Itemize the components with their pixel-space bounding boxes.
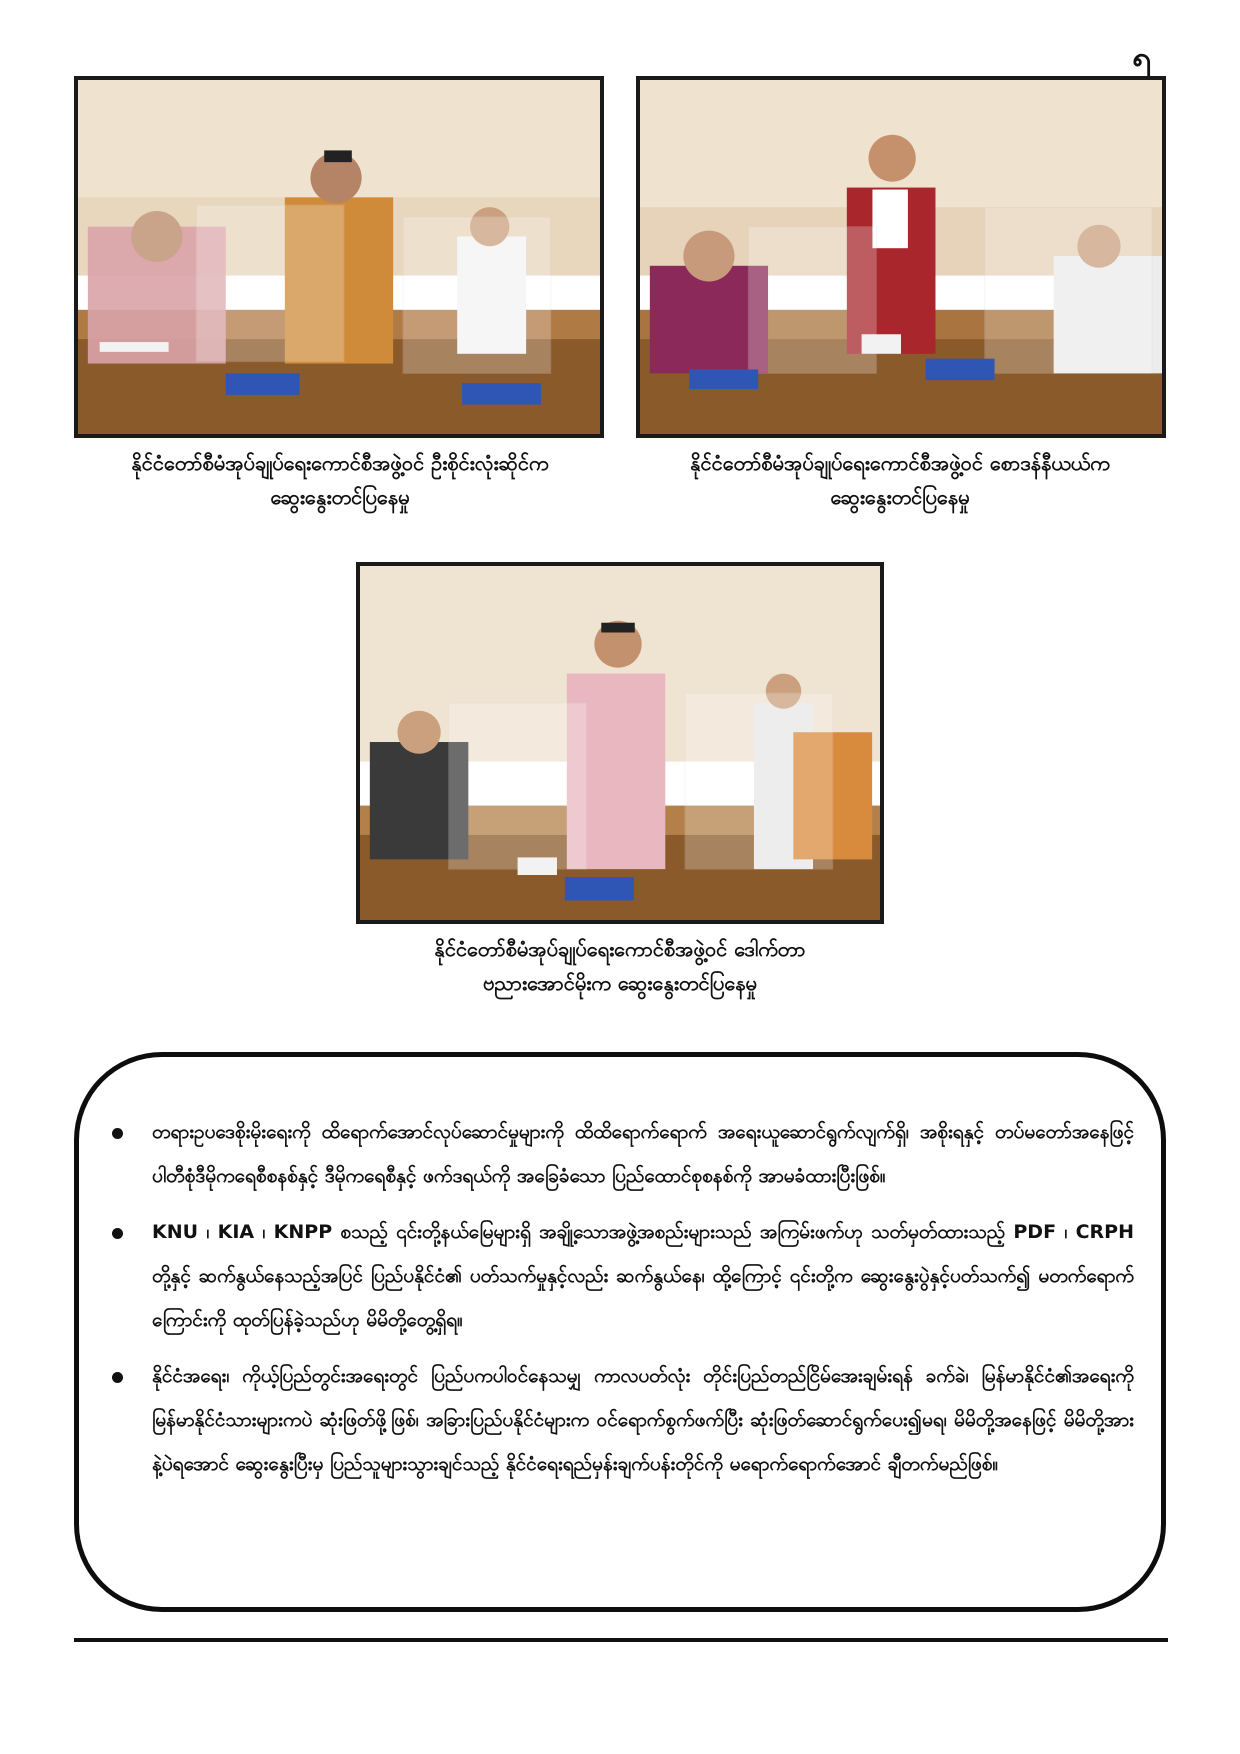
photo-2-caption-line-2: ဆွေးနွေးတင်ပြနေမှု [830,485,970,509]
photo-2-caption-line-1: နိုင်ငံတော်စီမံအုပ်ချုပ်ရေးကောင်စီအဖွဲ့ဝင် စောဒန်နီယယ်က [690,451,1110,475]
summary-bullet-3 [104,1354,1134,1486]
photo-1-caption [60,446,620,514]
photo-1-caption-line-1: နိုင်ငံတော်စီမံအုပ်ချုပ်ရေးကောင်စီအဖွဲ့ဝင် ဦးစိုင်းလုံးဆိုင်က [131,451,549,475]
photo-2-caption [620,446,1180,514]
bullet-dot-icon [112,1128,123,1139]
bullet-dot-icon [112,1228,123,1239]
meeting-photo-1 [74,76,604,438]
page-number: ၅ [1132,39,1152,79]
meeting-photo-2 [636,76,1166,438]
summary-bullet-2-text: KNU ၊ KIA ၊ KNPP စသည့် ၎င်းတို့နယ်မြေများရှိ အချို့သောအဖွဲ့အစည်းများသည် အကြမ်းဖက်ဟု သတ်မှတ်ထားသည့် PDF ၊ CRPH တို့နှင့် ဆက်နွယ်နေသည့်အပြင် ပြည်ပနိုင်ငံ၏ ပတ်သက်မှုနှင့်လည်း ဆက်နွယ်နေ၊ ထို့ကြောင့် ၎င်းတို့က ဆွေးနွေးပွဲနှင့်ပတ်သက်၍ မတက်ရောက်ကြောင်းကို ထုတ်ပြန်ခဲ့သည်ဟု မိမိတို့တွေ့ရှိရ။ [152,1221,1134,1331]
meeting-photo-3 [356,562,884,924]
photo-3-caption-line-1: နိုင်ငံတော်စီမံအုပ်ချုပ်ရေးကောင်စီအဖွဲ့ဝင် ဒေါက်တာ [434,937,806,961]
summary-bullet-list [104,1110,1134,1498]
summary-bullet-2 [104,1210,1134,1342]
photo-3-caption [330,932,910,1000]
photo-1-caption-line-2: ဆွေးနွေးတင်ပြနေမှု [270,485,410,509]
summary-bullet-3-text: နိုင်ငံအရေး၊ ကိုယ့်ပြည်တွင်းအရေးတွင် ပြည်ပကပါဝင်နေသမျှ ကာလပတ်လုံး တိုင်းပြည်တည်ငြိမ်အေးချမ်းရန် ခက်ခဲ၊ မြန်မာနိုင်ငံ၏အရေးကို မြန်မာနိုင်ငံသားများကပဲ ဆုံးဖြတ်ဖို့ဖြစ်၊ အခြားပြည်ပနိုင်ငံများက ဝင်ရောက်စွက်ဖက်ပြီး ဆုံးဖြတ်ဆောင်ရွက်ပေး၍မရ၊ မိမိတို့အနေဖြင့် မိမိတို့အားနဲ့ပဲရအောင် ဆွေးနွေးပြီးမှ ပြည်သူများသွားချင်သည့် နိုင်ငံရေးရည်မှန်းချက်ပန်းတိုင်ကို မရောက်ရောက်အောင် ချီတက်မည်ဖြစ်။ [152,1365,1134,1475]
summary-bullet-1-text: တရားဥပဒေစိုးမိုးရေးကို ထိရောက်အောင်လုပ်ဆောင်မှုများကို ထိထိရောက်ရောက် အရေးယူဆောင်ရွက်လျက်ရှိ၊ အစိုးရနှင့် တပ်မတော်အနေဖြင့် ပါတီစုံဒီမိုကရေစီစနစ်နှင့် ဒီမိုကရေစီနှင့် ဖက်ဒရယ်ကို အခြေခံသော ပြည်ထောင်စုစနစ်ကို အာမခံထားပြီးဖြစ်။ [152,1121,1134,1187]
footer-rule [74,1638,1168,1642]
bullet-dot-icon [112,1372,123,1383]
summary-bullet-1 [104,1110,1134,1198]
photo-3-caption-line-2: ဗညားအောင်မိုးက ဆွေးနွေးတင်ပြနေမှု [483,971,757,995]
